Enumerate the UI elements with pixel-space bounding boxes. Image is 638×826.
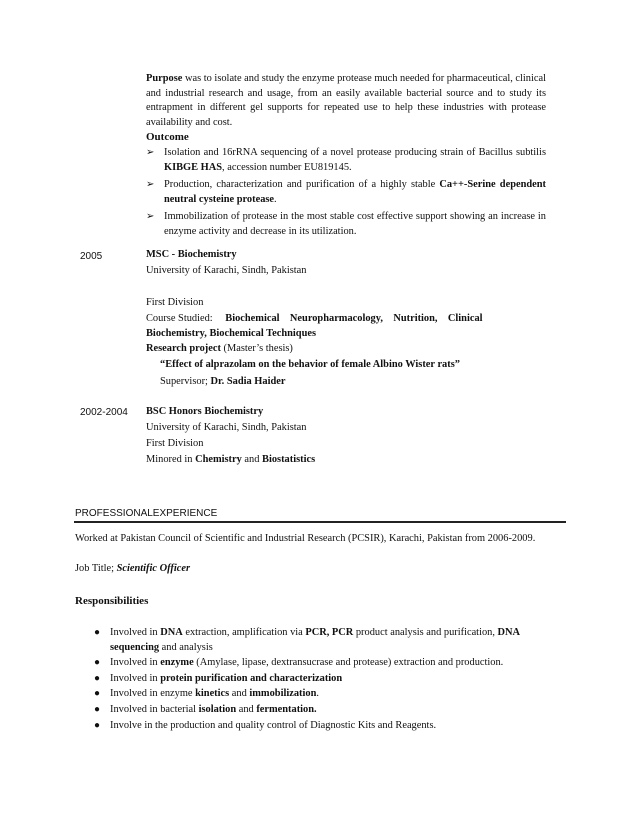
responsibility-highlight: enzyme bbox=[160, 657, 194, 669]
responsibility-highlight: protein purification and characterization bbox=[160, 672, 343, 684]
outcome-text: Production, characterization and purification of a highly stable bbox=[164, 179, 440, 191]
bullet-icon: ● bbox=[94, 627, 101, 638]
outcome-highlight: KIBGE HAS bbox=[164, 161, 223, 173]
purpose-paragraph bbox=[146, 72, 546, 130]
bsc-university: University of Karachi, Sindh, Pakistan bbox=[146, 422, 307, 433]
minored-and: and bbox=[241, 454, 263, 465]
msc-degree: MSC - Biochemistry bbox=[146, 249, 237, 260]
responsibility-item bbox=[92, 719, 567, 734]
courses-label: Course Studied: bbox=[146, 313, 216, 324]
purpose-label: Purpose bbox=[146, 73, 183, 84]
responsibility-highlight: kinetics bbox=[195, 688, 230, 700]
job-title-line bbox=[75, 562, 190, 577]
bullet-icon: ● bbox=[94, 703, 101, 715]
research-label: Research project bbox=[146, 343, 221, 354]
outcome-items bbox=[146, 146, 546, 240]
bullet-icon: ● bbox=[94, 672, 101, 684]
responsibilities-list bbox=[92, 626, 567, 734]
responsibility-items bbox=[92, 626, 567, 733]
responsibility-text: and bbox=[229, 688, 250, 700]
responsibility-highlight: PCR, PCR bbox=[305, 627, 354, 638]
arrow-bullet-icon: ➢ bbox=[146, 179, 155, 191]
responsibility-item bbox=[92, 656, 567, 671]
responsibility-text: . bbox=[316, 688, 319, 700]
minored-pre: Minored in bbox=[146, 454, 196, 465]
responsibility-text: and analysis bbox=[159, 641, 213, 653]
responsibility-highlight: DNA sequencing bbox=[110, 627, 520, 653]
minor-chemistry: Chemistry bbox=[195, 454, 242, 465]
responsibility-item bbox=[92, 626, 567, 655]
arrow-bullet-icon: ➢ bbox=[146, 147, 155, 158]
msc-year: 2005 bbox=[80, 251, 103, 262]
outcome-text: Isolation and 16rRNA sequencing of a novel protease producing strain of Bacillus subtilis bbox=[164, 147, 546, 158]
outcome-list bbox=[146, 146, 546, 243]
professional-experience-heading: PROFESSIONALEXPERIENCE bbox=[75, 508, 218, 519]
bullet-icon: ● bbox=[94, 688, 101, 700]
msc-research bbox=[146, 342, 293, 357]
research-note: (Master’s thesis) bbox=[220, 343, 293, 354]
responsibilities-heading: Responsibilities bbox=[75, 595, 149, 607]
responsibility-text: (Amylase, lipase, dextransucrase and protease) extraction and production. bbox=[193, 657, 504, 669]
section-divider bbox=[74, 521, 566, 523]
responsibility-text: and bbox=[236, 703, 257, 715]
outcome-item bbox=[146, 178, 546, 207]
bsc-minors bbox=[146, 453, 315, 468]
responsibility-highlight: DNA bbox=[160, 627, 183, 638]
msc-division: First Division bbox=[146, 297, 204, 308]
outcome-heading: Outcome bbox=[146, 131, 189, 143]
bullet-icon: ● bbox=[94, 657, 101, 669]
msc-supervisor bbox=[160, 375, 285, 390]
outcome-item bbox=[146, 210, 546, 239]
responsibility-text: product analysis and purification, bbox=[353, 627, 498, 638]
bullet-icon: ● bbox=[94, 719, 101, 731]
outcome-highlight: Ca++-Serine dependent neutral cysteine protease bbox=[164, 179, 546, 205]
responsibility-text: Involved in bacterial bbox=[110, 703, 199, 715]
responsibility-item bbox=[92, 672, 567, 687]
bsc-division: First Division bbox=[146, 438, 204, 449]
arrow-bullet-icon: ➢ bbox=[146, 211, 155, 223]
purpose-text: was to isolate and study the enzyme protease much needed for pharmaceutical, clinical and industrial research and usage, from an easily available bacterial source and to study its entrapment in different gel supports for repeated use to help these industries with protease availability and cost. bbox=[146, 73, 546, 128]
supervisor-label: Supervisor; bbox=[160, 376, 211, 387]
responsibility-text: Involved in enzyme bbox=[110, 688, 196, 700]
minor-biostatistics: Biostatistics bbox=[262, 454, 316, 465]
outcome-text: Immobilization of protease in the most stable cost effective support showing an increase in enzyme activity and decrease in its utilization. bbox=[164, 211, 546, 237]
outcome-item bbox=[146, 146, 546, 175]
responsibility-item bbox=[92, 687, 567, 702]
responsibility-text: Involved in bbox=[110, 627, 161, 638]
thesis-title: “Effect of alprazolam on the behavior of female Albino Wister rats” bbox=[160, 359, 460, 370]
courses-line2: Biochemistry, Biochemical Techniques bbox=[146, 327, 317, 339]
supervisor-name: Dr. Sadia Haider bbox=[210, 376, 286, 387]
msc-courses bbox=[146, 312, 546, 341]
courses-line1: Biochemical Neuropharmacology, Nutrition, Clinical bbox=[225, 313, 483, 324]
responsibility-text: Involve in the production and quality control of Diagnostic Kits and Reagents. bbox=[110, 719, 437, 731]
responsibility-text: Involved in bbox=[110, 672, 161, 684]
responsibility-highlight: fermentation. bbox=[256, 703, 317, 715]
msc-university: University of Karachi, Sindh, Pakistan bbox=[146, 265, 307, 276]
responsibility-item bbox=[92, 703, 567, 718]
responsibility-highlight: immobilization bbox=[249, 688, 317, 700]
bsc-year: 2002-2004 bbox=[80, 407, 128, 418]
job-title-label: Job Title; bbox=[75, 563, 117, 574]
job-title: Scientific Officer bbox=[116, 563, 190, 574]
responsibility-text: Involved in bbox=[110, 657, 161, 669]
responsibility-highlight: isolation bbox=[198, 703, 237, 715]
outcome-text-end: , accession number EU819145. bbox=[222, 161, 352, 173]
responsibility-text: extraction, amplification via bbox=[182, 627, 306, 638]
outcome-text-end: . bbox=[274, 193, 277, 205]
worked-at: Worked at Pakistan Council of Scientific and Industrial Research (PCSIR), Karachi, Pakistan from 2006-2009. bbox=[75, 533, 536, 544]
bsc-degree: BSC Honors Biochemistry bbox=[146, 406, 264, 417]
